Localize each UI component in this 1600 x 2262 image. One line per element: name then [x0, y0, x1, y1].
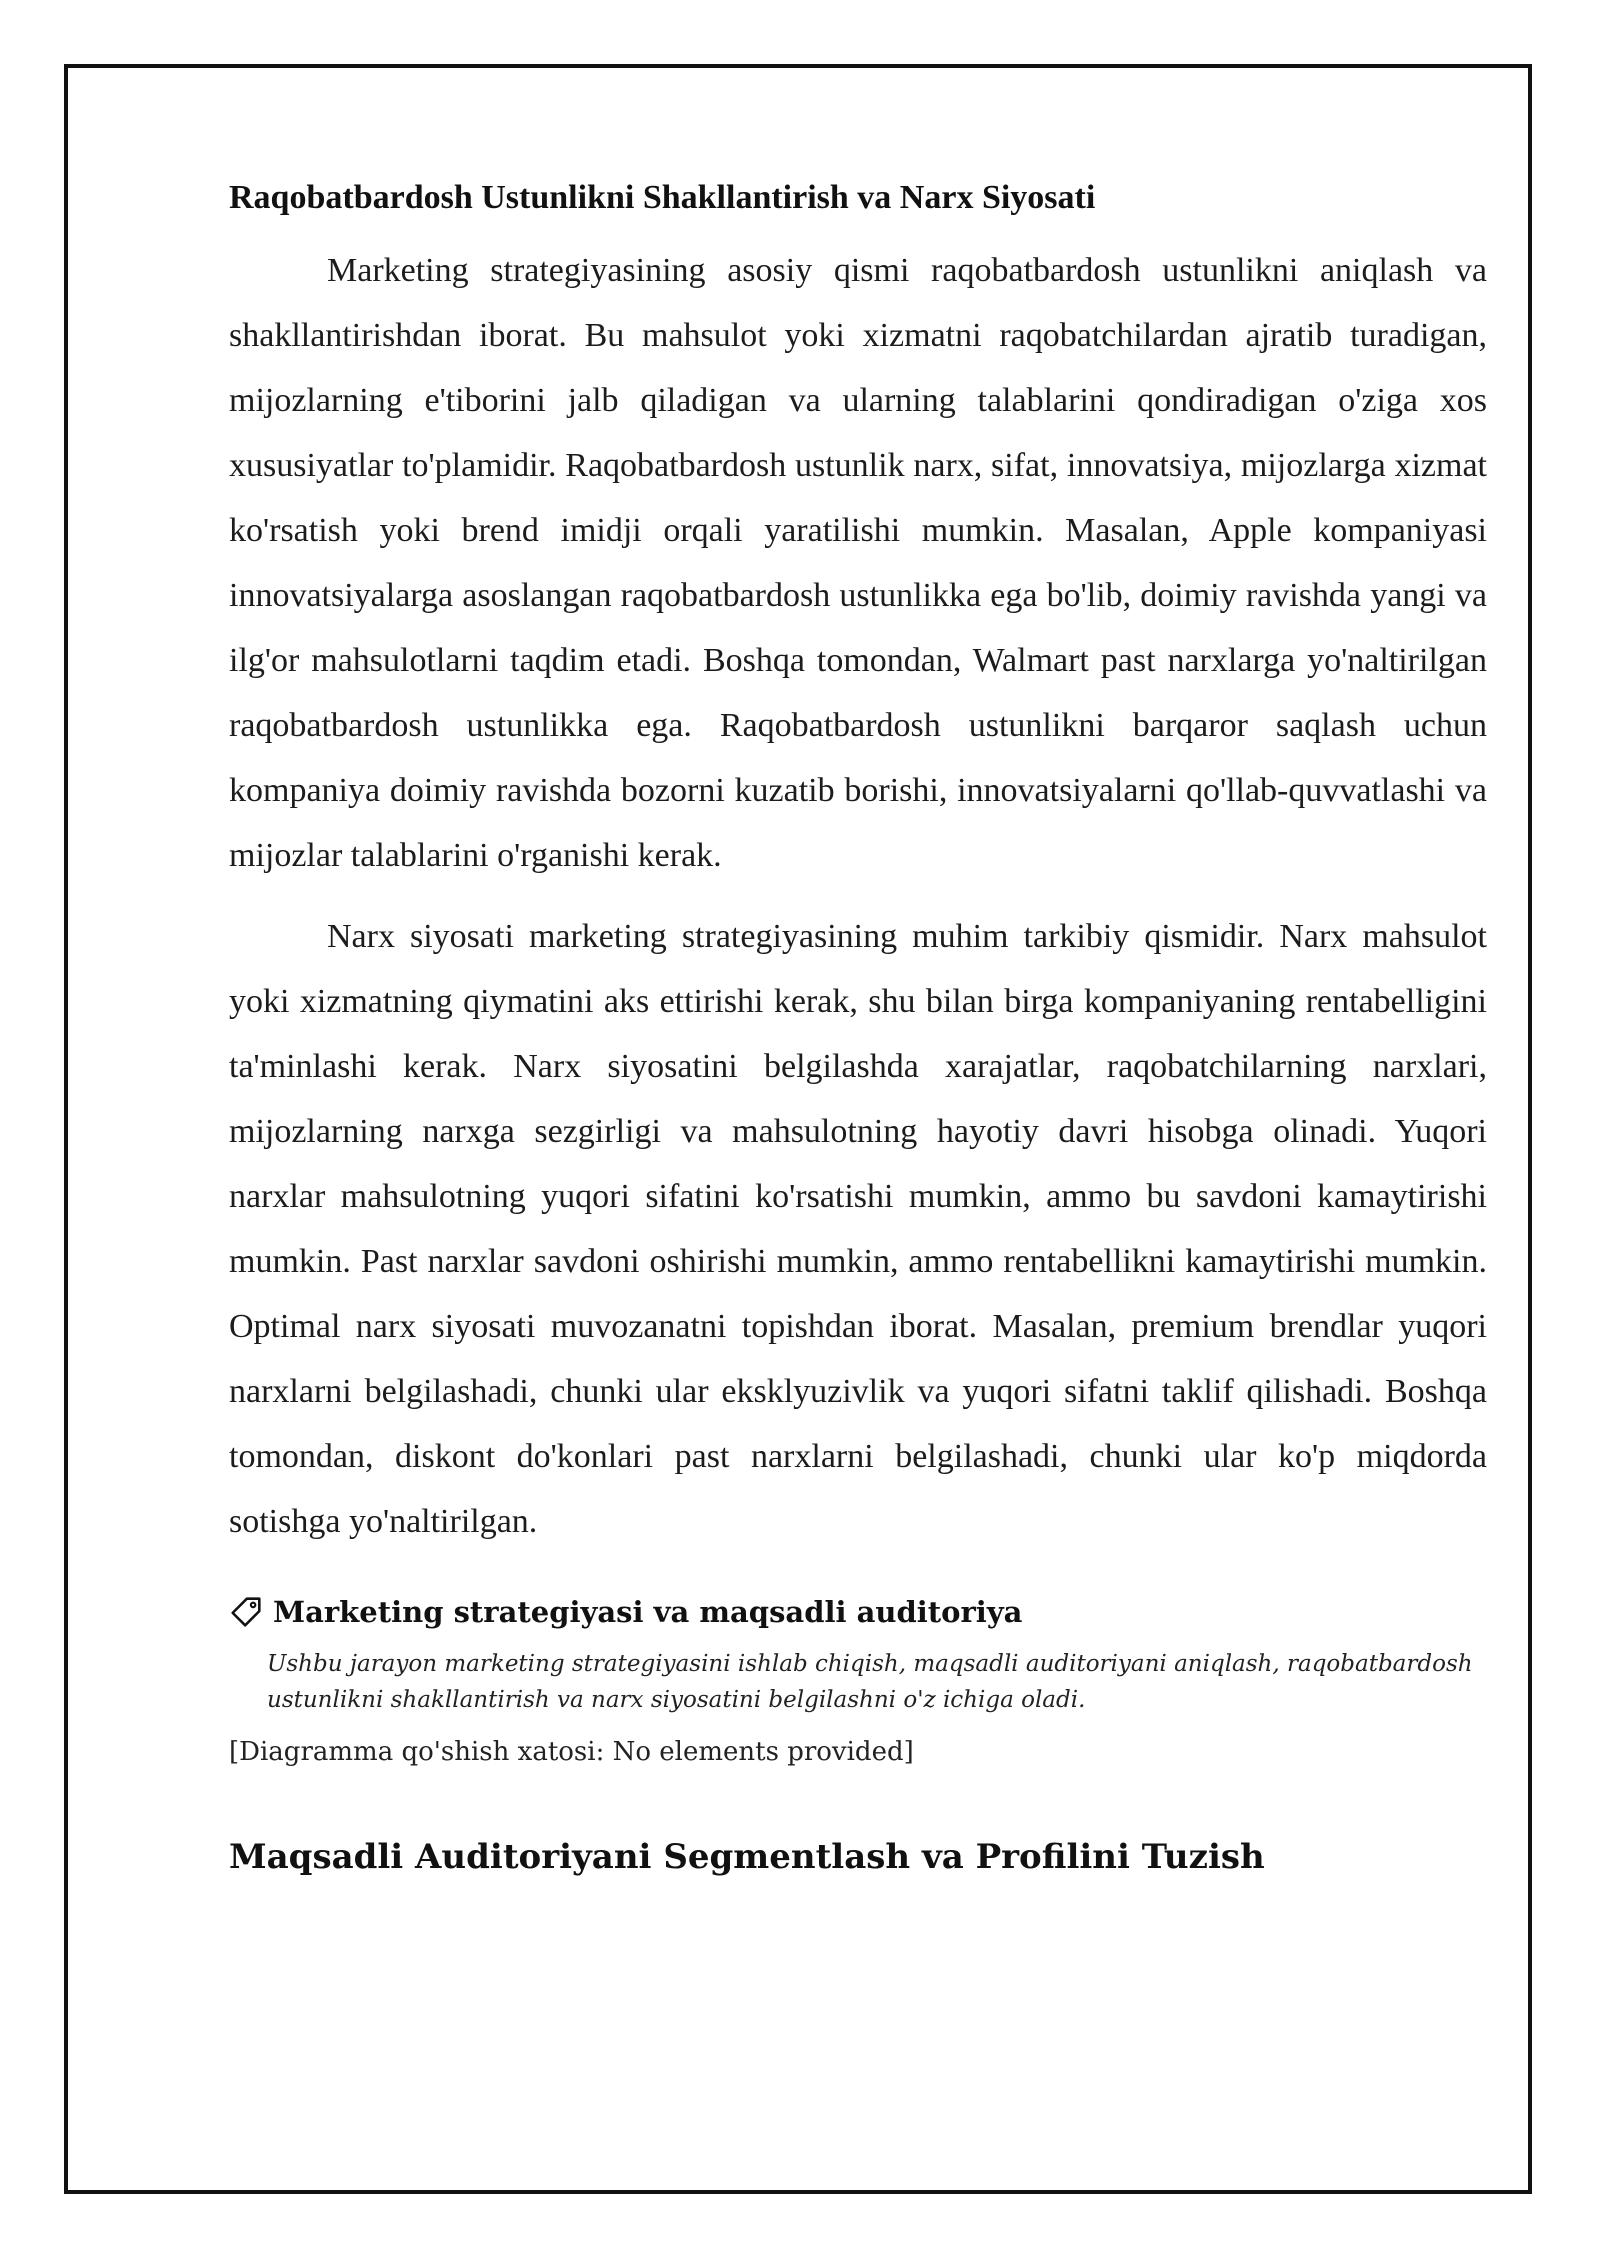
tag-icon — [229, 1595, 263, 1629]
callout-description: Ushbu jarayon marketing strategiyasini ishlab chiqish, maqsadli auditoriyani aniqlash, raqobatbardosh ustunlikni shakllantirish va narx siyosatini belgilashni o'z ichiga oladi. — [267, 1651, 1473, 1713]
section-heading-2: Maqsadli Auditoriyani Segmentlash va Profilini Tuzish — [229, 1837, 1265, 1877]
callout-box — [229, 1590, 1487, 1718]
paragraph: Marketing strategiyasining asosiy qismi raqobatbardosh ustunlikni aniqlash va shakllantirishdan iborat. Bu mahsulot yoki xizmatni raqobatchilardan ajratib turadigan, mijozlarning e'tiborini jalb qiladigan va ularning talablarini qondiradigan o'ziga xos xususiyatlar to'plamidir. Raqobatbardosh ustunlik narx, sifat, innovatsiya, mijozlarga xizmat ko'rsatish yoki brend imidji orqali yaratilishi mumkin. Masalan, Apple kompaniyasi innovatsiyalarga asoslangan raqobatbardosh ustunlikka ega bo'lib, doimiy ravishda yangi va ilg'or mahsulotlarni taqdim etadi. Boshqa tomondan, Walmart past narxlarga yo'naltirilgan raqobatbardosh ustunlikka ega. Raqobatbardosh ustunlikni barqaror saqlash uchun kompaniya doimiy ravishda bozorni kuzatib borishi, innovatsiyalarni qo'llab-quvvatlashi va mijozlar talablarini o'rganishi kerak. — [229, 252, 1487, 874]
callout-title: Marketing strategiyasi va maqsadli auditoriya — [273, 1595, 1023, 1629]
callout-header — [229, 1590, 1487, 1634]
section-heading: Raqobatbardosh Ustunlikni Shakllantirish va Narx Siyosati — [229, 179, 1096, 216]
paragraph: Narx siyosati marketing strategiyasining muhim tarkibiy qismidir. Narx mahsulot yoki xizmatning qiymatini aks ettirishi kerak, shu bilan birga kompaniyaning rentabelligini ta'minlashi kerak. Narx siyosatini belgilashda xarajatlar, raqobatchilarning narxlari, mijozlarning narxga sezgirligi va mahsulotning hayotiy davri hisobga olinadi. Yuqori narxlar mahsulotning yuqori sifatini ko'rsatishi mumkin, ammo bu savdoni kamaytirishi mumkin. Past narxlar savdoni oshirishi mumkin, ammo rentabellikni kamaytirishi mumkin. Optimal narx siyosati muvozanatni topishdan iborat. Masalan, premium brendlar yuqori narxlarni belgilashadi, chunki ular eksklyuzivlik va yuqori sifatni taklif qilishadi. Boshqa tomondan, diskont do'konlari past narxlarni belgilashadi, chunki ular ko'p miqdorda sotishga yo'naltirilgan. — [229, 918, 1487, 1540]
document-content — [229, 170, 1487, 1882]
diagram-error-message: [Diagramma qo'shish xatosi: No elements provided] — [229, 1737, 914, 1767]
